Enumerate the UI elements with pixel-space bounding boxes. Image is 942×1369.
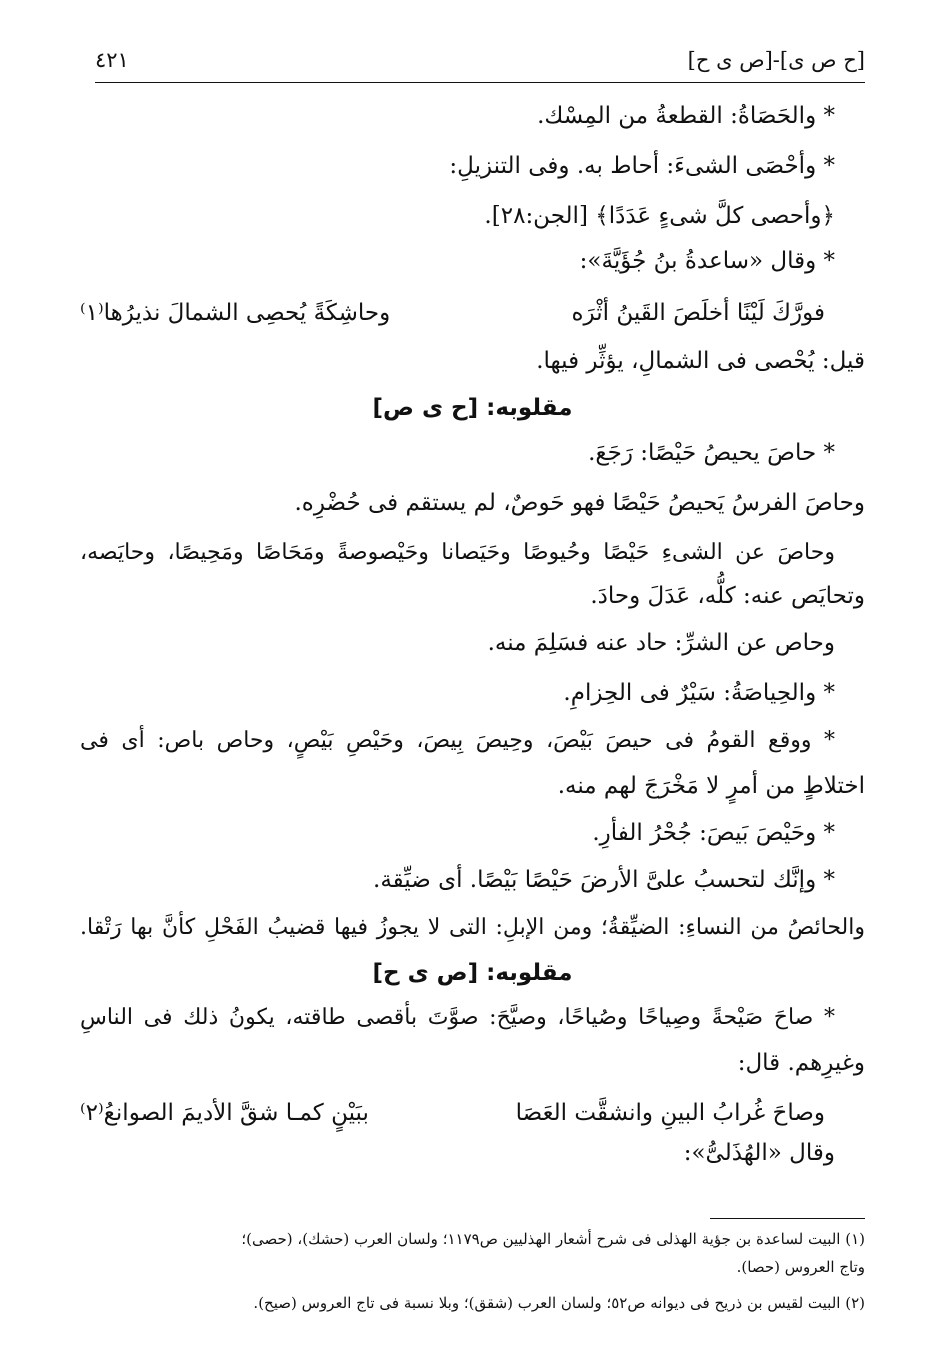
page-number: ٤٢١	[95, 48, 129, 72]
section-heading: مقلوبه: [ح ى ص]	[372, 395, 573, 421]
verse	[80, 300, 825, 334]
text-line: قيل: يُحْصى فى الشمالِ، يؤثِّر فيها.	[536, 348, 865, 374]
text-line: وحاص عن الشرِّ: حاد عنه فسَلِمَ منه.	[487, 630, 835, 656]
text-line: * والحِياصَةُ: سَيْرٌ فى الحِزامِ.	[563, 680, 835, 706]
footnote-rule	[710, 1218, 865, 1219]
quran-quote: ﴿وأحصى كلَّ شىءٍ عَدَدًا﴾ [الجن:٢٨].	[484, 203, 835, 229]
verse-hemistich-first: فورَّكَ لَيْنًا أخلَصَ القَينُ أثْرَه	[571, 300, 825, 326]
section-heading: مقلوبه: [ص ى ح]	[372, 960, 573, 986]
footnote-1-cont: وتاج العروس (حصا).	[736, 1258, 865, 1276]
text-line: * وحَيْصَ بَيصَ: جُحْرُ الفأرِ.	[592, 820, 835, 846]
text-line: وتحايَص عنه: كلُّه، عَدَلَ وحادَ.	[590, 583, 865, 609]
text-line: وحاصَ الفرسُ يَحيصُ حَيْصًا فهو حَوصٌ، لم يستقم فى حُضْرِه.	[294, 490, 865, 516]
text-line: * وأحْصَى الشىءَ: أحاط به. وفى التنزيلِ:	[449, 153, 835, 179]
text-line: اختلاطٍ من أمرٍ لا مَخْرَجَ لهم منه.	[557, 773, 865, 799]
text-line: * وقال «ساعدةُ بنُ جُؤَيَّةَ»:	[579, 248, 835, 274]
running-title: [ح ص ى]-[ص ى ح]	[687, 48, 865, 72]
text-line: * والحَصَاةُ: القطعةُ من المِسْك.	[537, 103, 835, 129]
text-line: وغيرِهم. قال:	[737, 1050, 865, 1076]
text-line: * صاحَ صَيْحةً وصِياحًا وصُياحًا، وصيَّحَ: صوَّتَ بأقصى طاقته، يكونُ ذلك فى الناسِ	[80, 1005, 835, 1030]
text-line: * ووقع القومُ فى حيصَ بَيْصَ، وحِيصَ بِيصَ، وحَيْصِ بَيْصٍ، وحاص باص: أى فى	[80, 728, 835, 753]
verse	[80, 1100, 825, 1134]
footnote-1: (١) البيت لساعدة بن جؤية الهذلى فى شرح أشعار الهذليين ص١١٧٩؛ ولسان العرب (حشك)، (حصى)؛	[241, 1230, 865, 1248]
page-header	[95, 48, 865, 78]
text-line: والحائصُ من النساءِ: الضيِّقةُ؛ ومن الإبلِ: التى لا يجوزُ فيها قضيبُ الفَحْلِ كأنَّ بها رَتْقا.	[80, 915, 865, 940]
text-line: * وإنَّك لتحسبُ علىَّ الأرضَ حَيْصًا بَيْصًا. أى ضيِّقة.	[373, 867, 835, 893]
verse-hemistich-second: ببَيْنٍ كمـا شقَّ الأديمَ الصوانعُ⁽٢⁾	[80, 1100, 369, 1126]
text-line: * حاصَ يحيصُ حَيْصًا: رَجَعَ.	[588, 440, 835, 466]
text-line: وقال «الهُذَلىُّ»:	[683, 1140, 835, 1166]
verse-hemistich-second: وحاشِكَةً يُحصِى الشمالَ نذيرُها⁽١⁾	[80, 300, 391, 326]
text-line: وحاصَ عن الشىءِ حَيْصًا وحُيوصًا وحَيَصانا وحَيْصوصةً ومَحَاصًا ومَحِيصًا، وحايَصه،	[80, 540, 835, 565]
verse-hemistich-first: وصاحَ غُرابُ البينِ وانشقَّت العَصَا	[515, 1100, 825, 1126]
footnote-2: (٢) البيت لقيس بن ذريح فى ديوانه ص٥٢؛ ولسان العرب (شقق)؛ وبلا نسبة فى تاج العروس (صيح).	[253, 1294, 865, 1312]
header-rule	[95, 82, 865, 83]
